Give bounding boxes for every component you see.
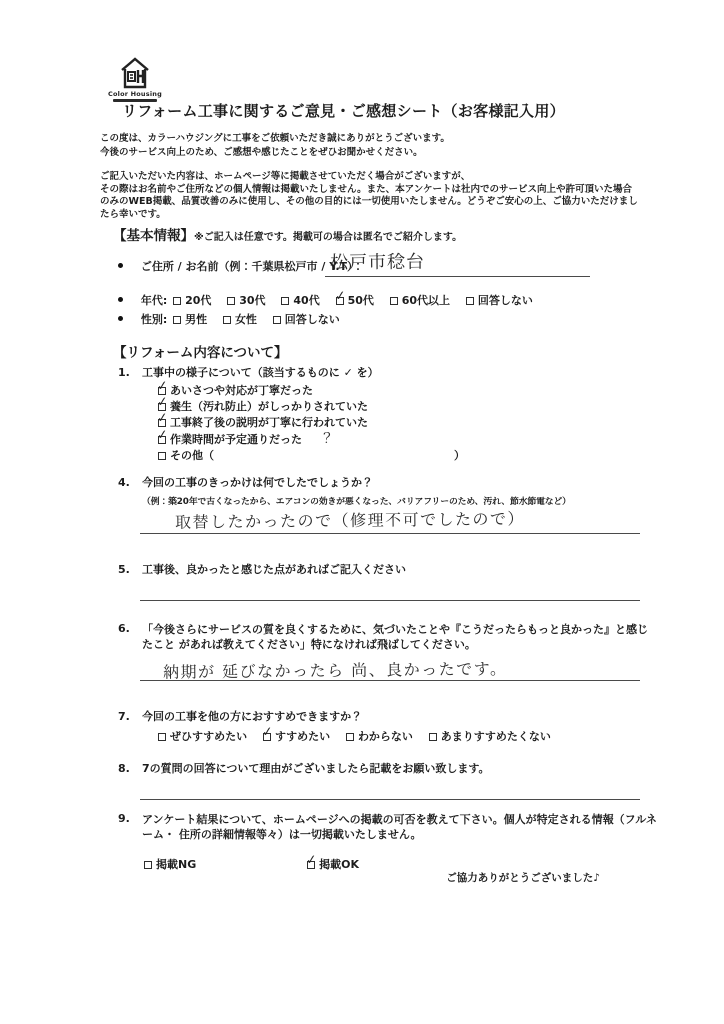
q7-option-recommend: ✓ すすめたい bbox=[261, 730, 330, 743]
gender-option-female: 女性 bbox=[221, 313, 257, 326]
q1-option-other: その他（ ） bbox=[156, 448, 465, 464]
question-6-text bbox=[142, 622, 658, 652]
q7-option-not-sure: わからない bbox=[344, 730, 413, 743]
question-9-text bbox=[142, 812, 666, 842]
intro-paragraph-1 bbox=[100, 132, 450, 160]
age-option-50s: ✓ 50代 bbox=[334, 294, 374, 307]
basic-info-note: ※ご記入は任意です。掲載可の場合は匿名でご紹介します。 bbox=[194, 232, 463, 243]
question-7-text: 今回の工事を他の方におすすめできますか？ bbox=[142, 710, 363, 723]
q9-option-publish-ng: 掲載NG bbox=[142, 858, 196, 871]
question-1-number: 1. bbox=[118, 366, 130, 379]
q1-option-protection: ✓養生（汚れ防止）がしっかりされていた bbox=[156, 399, 465, 415]
basic-info-heading: 【基本情報】 bbox=[113, 228, 194, 244]
q7-option-not-recommend: あまりすすめたくない bbox=[427, 730, 551, 743]
question-7-options bbox=[156, 728, 561, 744]
question-5-text: 工事後、良かったと感じた点があればご記入ください bbox=[142, 563, 406, 576]
checkbox-age-30s bbox=[227, 297, 235, 305]
intro2-line1: ご記入いただいた内容は、ホームページ等に掲載させていただく場合がございますが、 bbox=[100, 171, 471, 182]
q1-option-schedule: ✓作業時間が予定通りだった ？ bbox=[156, 431, 465, 448]
intro1-line1: この度は、カラーハウジングに工事をご依頼いただき誠にありがとうございます。 bbox=[100, 133, 450, 144]
logo-brand-text: Color Housing bbox=[108, 90, 162, 98]
question-4-text: 今回の工事のきっかけは何でしたでしょうか？ bbox=[142, 476, 373, 489]
age-label: 年代: bbox=[140, 294, 168, 307]
q9-option-publish-ok: ✓ 掲載OK bbox=[305, 858, 359, 871]
address-answer-line bbox=[325, 276, 590, 277]
basic-info-heading-row bbox=[113, 224, 462, 244]
question-8-number: 8. bbox=[118, 762, 130, 775]
checkbox-q7-not-recommend bbox=[429, 733, 437, 741]
q1-option-explanation: ✓工事終了後の説明が丁寧に行われていた bbox=[156, 415, 465, 431]
question-9-text-line2: 住所の詳細情報等々）は一切掲載いたしません。 bbox=[178, 828, 422, 841]
checkbox-age-no-answer bbox=[466, 297, 474, 305]
question-4-handwritten-answer: 取替したかったので（修理不可でしたので） bbox=[174, 509, 526, 532]
question-6 bbox=[118, 622, 658, 652]
checkbox-age-20s bbox=[173, 297, 181, 305]
address-name-row bbox=[118, 258, 364, 274]
checkbox-age-60s-plus bbox=[390, 297, 398, 305]
checkbox-q1-explanation bbox=[158, 419, 166, 427]
checkbox-q1-other bbox=[158, 452, 166, 460]
bullet-dot bbox=[118, 297, 123, 302]
reform-section-heading: 【リフォーム内容について】 bbox=[113, 345, 288, 361]
question-4-number: 4. bbox=[118, 476, 130, 489]
checkbox-q7-recommend bbox=[263, 733, 271, 741]
age-option-60s-plus: 60代以上 bbox=[388, 294, 450, 307]
question-6-handwritten-answer: 納期が 延びなかったら 尚、良かったです。 bbox=[162, 659, 508, 682]
age-option-30s: 30代 bbox=[225, 294, 265, 307]
age-option-20s: 20代 bbox=[171, 294, 211, 307]
question-5-number: 5. bbox=[118, 563, 130, 576]
checkbox-q7-not-sure bbox=[346, 733, 354, 741]
checkbox-q9-publish-ng bbox=[144, 861, 152, 869]
question-8-text: 7の質問の回答について理由がございましたら記載をお願い致します。 bbox=[142, 762, 490, 775]
question-8-answer-line bbox=[140, 799, 640, 800]
q1-other-close-paren: ） bbox=[454, 449, 465, 462]
age-row bbox=[118, 292, 543, 308]
question-9 bbox=[118, 812, 666, 872]
question-6-text-line2: があれば教えてください」特になければ飛ばしてください。 bbox=[178, 638, 476, 651]
q1-schedule-handwritten-question-mark: ？ bbox=[320, 431, 334, 447]
checkbox-gender-no-answer bbox=[273, 316, 281, 324]
age-option-no-answer: 回答しない bbox=[464, 294, 533, 307]
checkbox-q1-schedule bbox=[158, 436, 166, 444]
page-title: リフォーム工事に関するご意見・ご感想シート（お客様記入用） bbox=[122, 102, 565, 120]
question-9-text-line1: アンケート結果について、ホームページへの掲載の可否を教えて下さい。個人が特定される情報（フルネーム・ bbox=[142, 813, 657, 841]
checkbox-gender-male bbox=[173, 316, 181, 324]
question-6-number: 6. bbox=[118, 622, 130, 635]
intro2-rest: その際はお名前やご住所などの個人情報は掲載いたしません。また、本アンケートは社内でのサービス向上や許可頂いた場合のみのWEB掲載、品質改善のみに使用し、その他の目的には一切使用いたしません。どうぞご安心の上、ご協力いただけましたら幸いです。 bbox=[100, 183, 638, 220]
question-7-number: 7. bbox=[118, 710, 130, 723]
question-1 bbox=[118, 364, 465, 464]
bullet-dot bbox=[118, 316, 123, 321]
intro-paragraph-2 bbox=[100, 171, 640, 221]
question-4-answer-line bbox=[140, 533, 640, 534]
question-6-text-line1: 「今後さらにサービスの質を良くするために、気づいたことや『こうだったらもっと良かった』と感じたこと bbox=[142, 623, 648, 651]
question-4-example: （例：築20年で古くなったから、エアコンの効きが悪くなった、バリアフリーのため、汚れ、節水節電など） bbox=[142, 497, 571, 507]
question-6-answer-line bbox=[140, 680, 640, 681]
closing-thanks: ご協力ありがとうございました♪ bbox=[446, 872, 600, 884]
question-9-number: 9. bbox=[118, 812, 130, 825]
checkbox-age-50s bbox=[336, 297, 344, 305]
q7-option-definitely-recommend: ぜひすすめたい bbox=[156, 730, 247, 743]
checkbox-q9-publish-ok bbox=[307, 861, 315, 869]
question-5 bbox=[118, 561, 406, 577]
gender-option-no-answer: 回答しない bbox=[271, 313, 340, 326]
bullet-dot bbox=[118, 263, 123, 268]
question-1-options bbox=[156, 383, 465, 464]
gender-label: 性別: bbox=[140, 313, 168, 326]
q1-option-greeting: ✓あいさつや対応が丁寧だった bbox=[156, 383, 465, 399]
checkbox-gender-female bbox=[223, 316, 231, 324]
question-5-answer-line bbox=[140, 600, 640, 601]
company-logo bbox=[105, 56, 165, 102]
address-handwritten-value: 松戸市稔台 bbox=[329, 251, 426, 274]
gender-option-male: 男性 bbox=[171, 313, 207, 326]
gender-row bbox=[118, 311, 350, 327]
checkbox-age-40s bbox=[281, 297, 289, 305]
age-option-40s: 40代 bbox=[279, 294, 319, 307]
question-8 bbox=[118, 760, 490, 776]
question-1-text: 工事中の様子について（該当するものに ✓ を） bbox=[142, 366, 379, 379]
checkbox-q7-definitely-recommend bbox=[158, 733, 166, 741]
intro1-line2: 今後のサービス向上のため、ご感想や感じたことをぜひお聞かせください。 bbox=[100, 147, 423, 158]
address-name-label: ご住所 / お名前（例：千葉県松戸市 / Y.T）： bbox=[140, 260, 364, 273]
question-4 bbox=[118, 474, 571, 507]
house-ch-logo-icon bbox=[116, 56, 154, 90]
question-7 bbox=[118, 708, 561, 744]
